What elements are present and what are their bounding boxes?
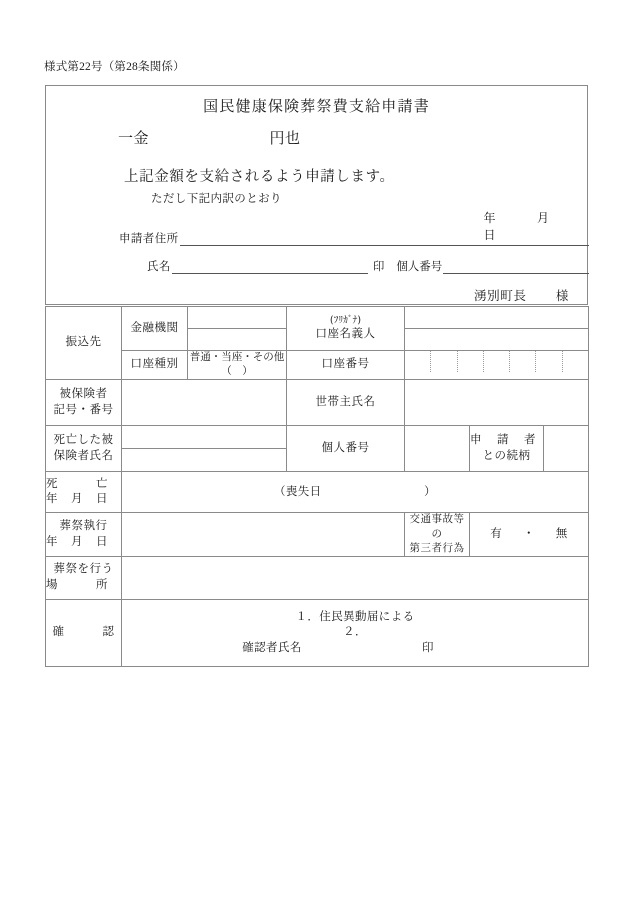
applicant-address-label: 申請者住所 (119, 233, 179, 245)
insured-symbol-number-value[interactable] (122, 380, 287, 426)
loss-date-open-label: （喪失日 (273, 485, 322, 498)
account-holder-name-label: 口座名義人 (315, 327, 376, 340)
confirmation-label (46, 599, 122, 666)
addressee-honorific-label: 様 (555, 289, 569, 303)
form-details-table (45, 306, 589, 667)
third-party-act-choice[interactable] (470, 513, 589, 557)
confirmation-item-1[interactable]: １．住民異動届による (295, 610, 415, 623)
financial-institution-label: 金融機関 (122, 307, 188, 351)
relation-to-applicant-value[interactable] (544, 426, 589, 472)
applicant-my-number-input[interactable] (443, 261, 589, 274)
account-holder-kana-label: (ﾌﾘｶﾞﾅ) (329, 315, 362, 327)
table-row-insured (46, 380, 589, 426)
account-number-digit[interactable] (405, 351, 431, 372)
account-type-options[interactable]: 普通・当座・その他（ ） (188, 351, 287, 380)
death-date-label-line2: 年月日 (46, 493, 108, 506)
third-party-act-label-line2: 第三者行為 (409, 542, 465, 554)
confirmer-name-label[interactable]: 確認者氏名 (242, 641, 302, 654)
death-date-label (46, 472, 122, 513)
confirmation-content (122, 599, 589, 666)
table-row-deceased (46, 426, 589, 472)
account-number-digit[interactable] (536, 351, 562, 372)
applicant-name-label: 氏名 (147, 261, 171, 273)
amount-line (118, 127, 301, 148)
householder-name-label: 世帯主氏名 (287, 380, 405, 426)
third-party-act-no-option[interactable]: 無 (555, 527, 568, 540)
relation-to-applicant-label (470, 426, 544, 472)
confirmer-seal-label: 印 (422, 641, 434, 654)
table-row-funeral-place (46, 556, 589, 599)
deceased-name-value-top[interactable] (122, 426, 286, 449)
applicant-address-line (119, 230, 589, 246)
account-number-digit-boxes[interactable] (405, 351, 588, 379)
account-holder-label-cell (287, 307, 405, 351)
table-row-transfer-1 (46, 307, 589, 329)
funeral-date-label-line2: 年月日 (46, 535, 108, 548)
account-number-digit[interactable] (510, 351, 536, 372)
table-row-confirmation (46, 599, 589, 666)
addressee-office-label: 湧別町長 (474, 289, 527, 303)
date-day-label: 日 (483, 228, 497, 242)
date-year-label: 年 (483, 211, 497, 225)
relation-to-applicant-label-line1: 申請者 (470, 434, 536, 447)
applicant-my-number-label: 個人番号 (396, 261, 443, 273)
applicant-name-input[interactable] (172, 261, 368, 274)
deceased-my-number-label: 個人番号 (287, 426, 405, 472)
confirmer-row (122, 641, 588, 657)
funeral-place-value[interactable] (122, 556, 589, 599)
table-row-account-type (46, 351, 589, 380)
insured-symbol-number-label (46, 380, 122, 426)
confirmation-item-2[interactable]: ２． (343, 626, 367, 639)
householder-name-value[interactable] (405, 380, 589, 426)
date-month-label: 月 (537, 211, 550, 225)
insured-symbol-number-label-line1: 被保険者 (59, 388, 108, 401)
deceased-name-value-bottom[interactable] (122, 449, 286, 472)
deceased-name-label-line1: 死亡した被 (53, 434, 114, 447)
amount-prefix-label: 一金 (118, 131, 150, 147)
loss-date-close-label: ） (424, 485, 437, 498)
header-box (45, 85, 588, 305)
account-number-digit[interactable] (431, 351, 457, 372)
applicant-seal-label: 印 (372, 261, 385, 273)
death-date-label-line1: 死亡 (46, 477, 108, 490)
applicant-name-line (147, 258, 589, 274)
third-party-act-separator: ・ (523, 527, 535, 540)
third-party-act-yes-option[interactable]: 有 (490, 527, 503, 540)
funeral-date-value[interactable] (122, 513, 405, 557)
applicant-address-input[interactable] (180, 233, 590, 246)
funeral-place-label-line1: 葬祭を行う (53, 563, 114, 576)
funeral-place-label-line2: 場所 (46, 578, 108, 591)
financial-institution-value-row1[interactable] (188, 307, 287, 329)
funeral-place-label (46, 556, 122, 599)
confirmation-label-text: 確認 (52, 626, 115, 639)
breakdown-note: ただし下記内訳のとおり (151, 193, 282, 205)
account-number-digit[interactable] (458, 351, 484, 372)
account-holder-value-row1[interactable] (405, 307, 589, 329)
account-holder-value-row2[interactable] (405, 329, 589, 351)
deceased-name-value[interactable] (122, 426, 287, 472)
document-title: 国民健康保険葬祭費支給申請書 (203, 99, 430, 115)
amount-suffix-label: 円也 (269, 131, 301, 147)
addressee-line (474, 286, 569, 304)
account-number-digit[interactable] (563, 351, 588, 372)
account-number-label: 口座番号 (287, 351, 405, 380)
deceased-my-number-value[interactable] (405, 426, 470, 472)
deceased-name-label-line2: 保険者氏名 (53, 449, 114, 462)
death-date-value[interactable] (122, 472, 589, 513)
account-type-label: 口座種別 (122, 351, 188, 380)
financial-institution-value-row2[interactable] (188, 329, 287, 351)
funeral-date-label (46, 513, 122, 557)
third-party-act-label-line1: 交通事故等の (409, 514, 465, 540)
table-row-funeral-date (46, 513, 589, 557)
deceased-name-label (46, 426, 122, 472)
account-number-digit[interactable] (484, 351, 510, 372)
insured-symbol-number-label-line2: 記号・番号 (53, 403, 114, 416)
relation-to-applicant-label-line2: との続柄 (482, 449, 531, 462)
funeral-date-label-line1: 葬祭執行 (59, 520, 108, 533)
request-statement: 上記金額を支給されるよう申請します。 (124, 169, 395, 185)
form-number-label: 様式第22号（第28条関係） (44, 61, 185, 73)
table-row-death-date (46, 472, 589, 513)
third-party-act-label (405, 513, 470, 557)
transfer-destination-label: 振込先 (46, 307, 122, 380)
account-number-input[interactable] (405, 351, 589, 380)
